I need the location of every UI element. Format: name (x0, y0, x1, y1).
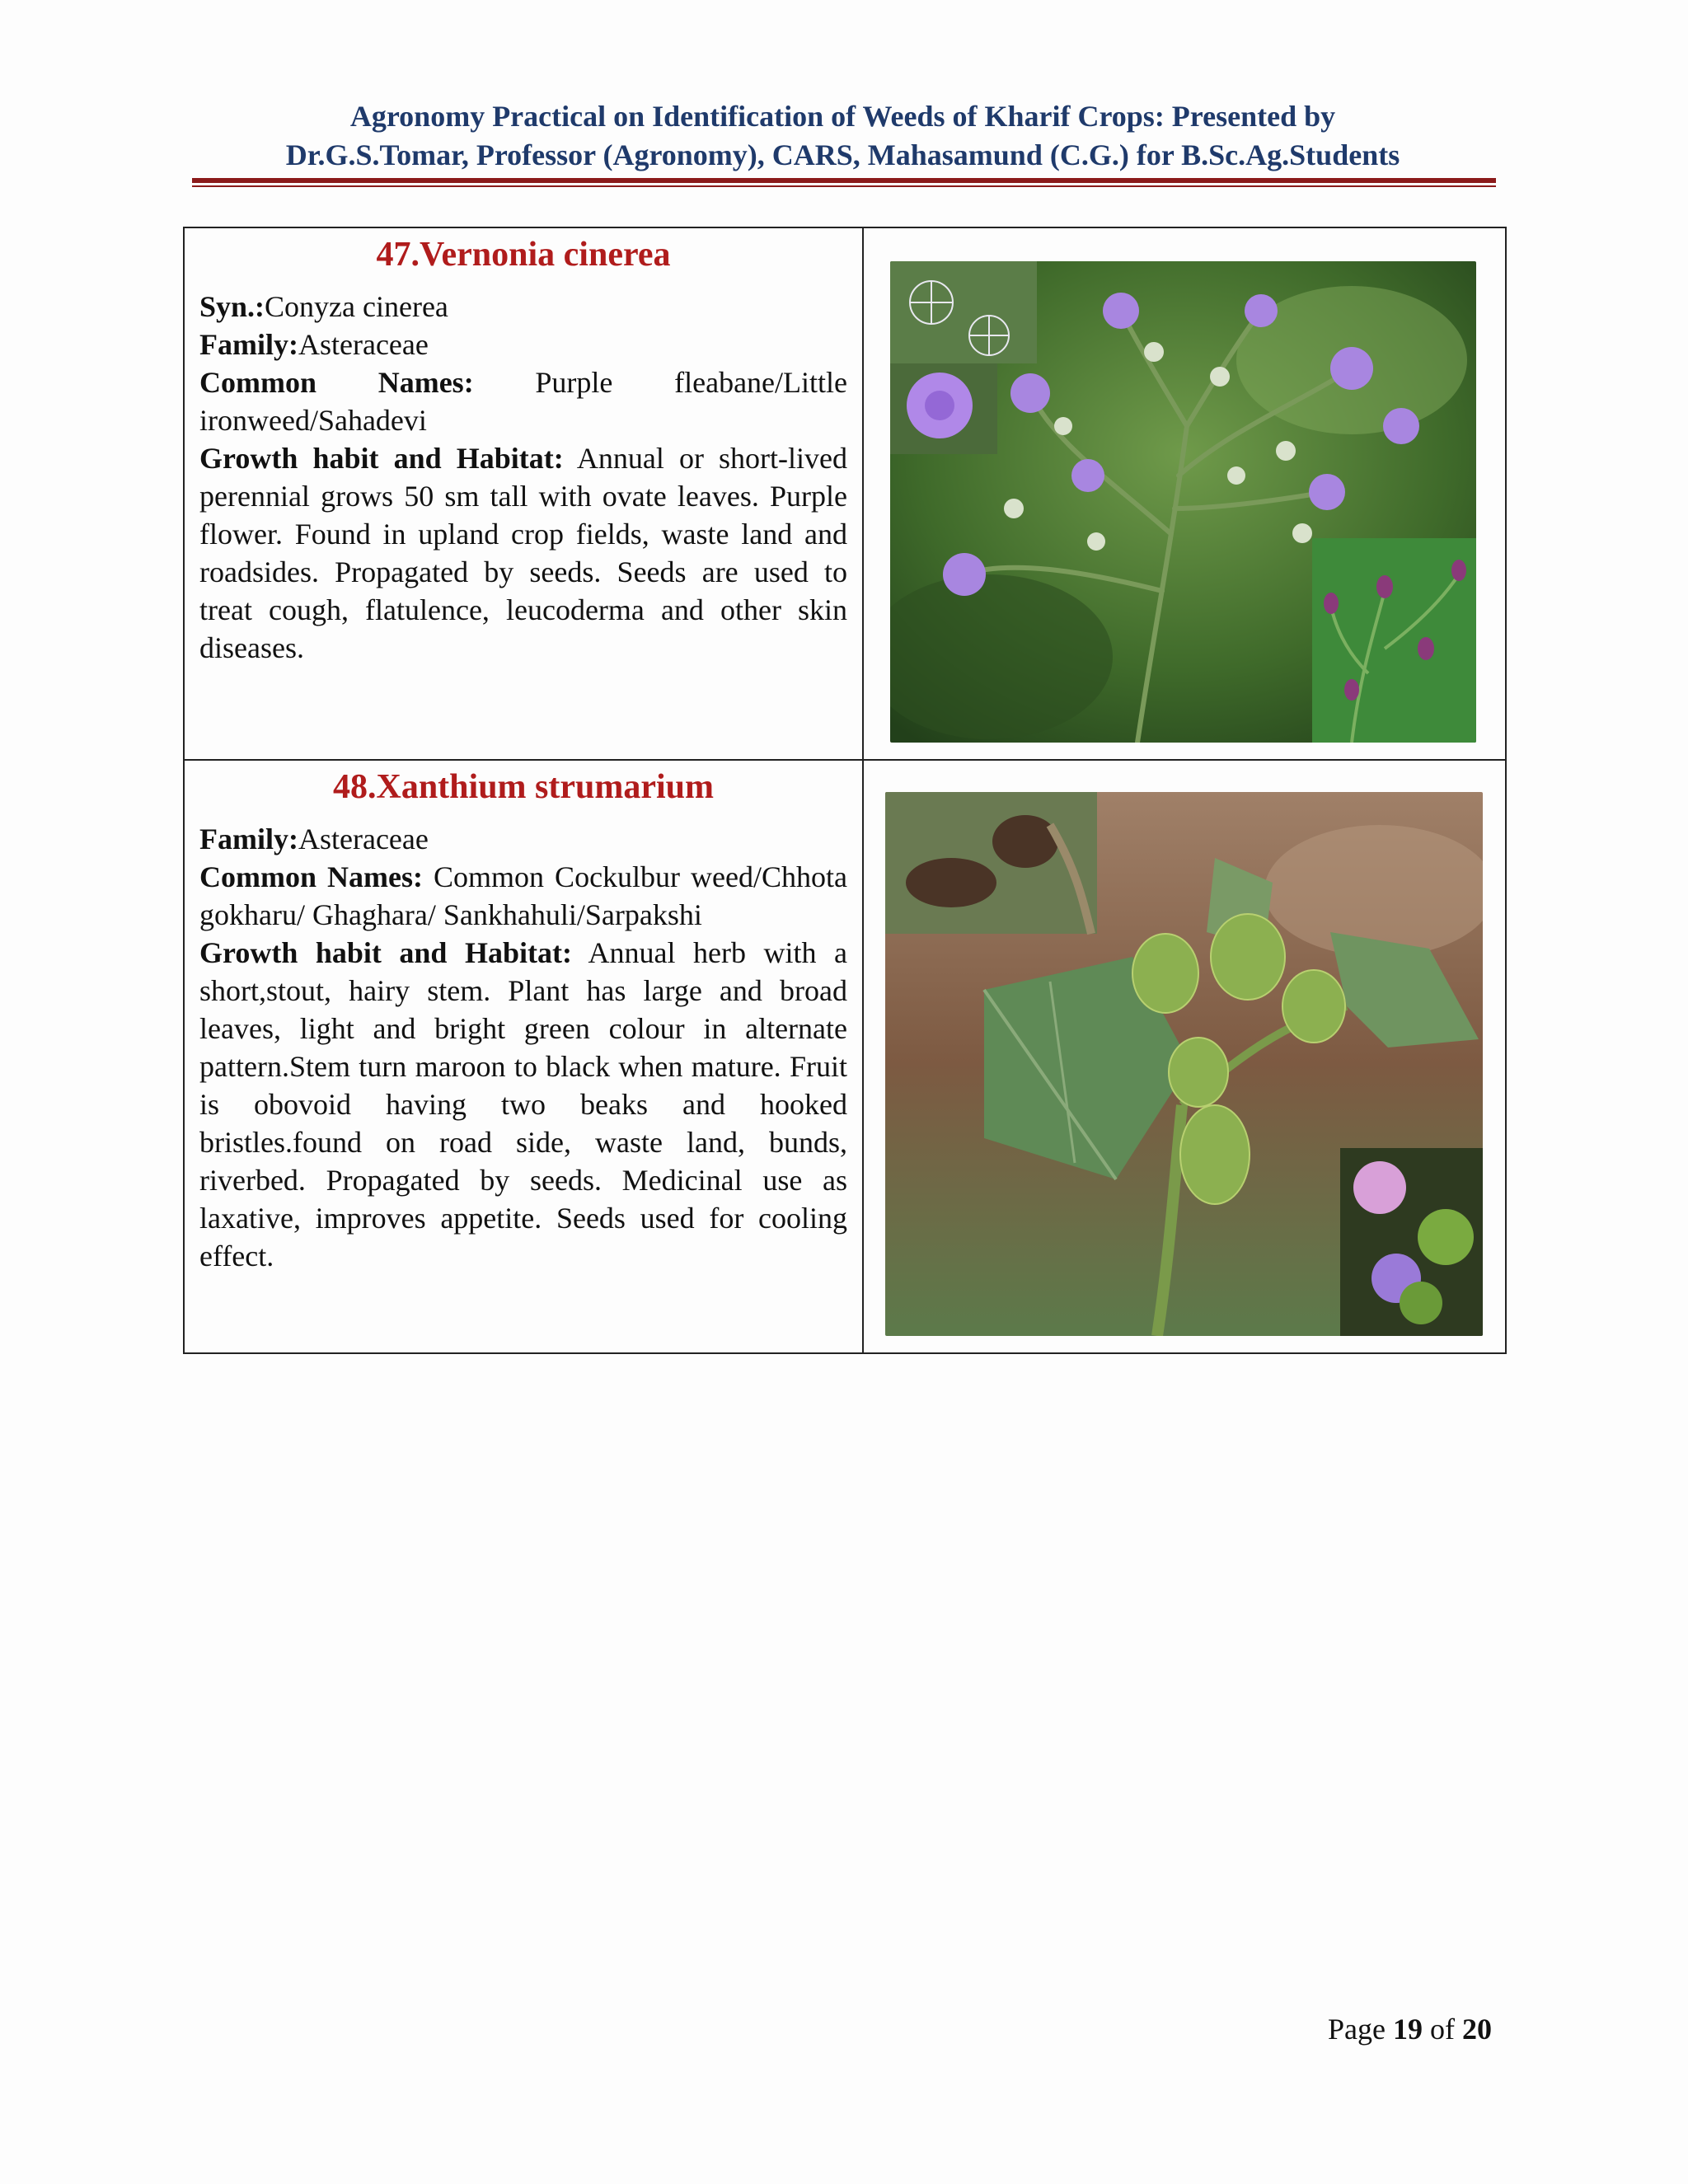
growth-habit-label: Growth habit and Habitat: (199, 442, 564, 475)
xanthium-photo (885, 792, 1483, 1336)
growth-habit-value: Annual herb with a short,stout, hairy stem. Plant has large and broad leaves, light and bright green colour in alternate pattern.Stem turn maroon to black when mature. Fruit is obovoid having two beaks and hooked bristles.found on road side, waste land, bunds, riverbed. Propagated by seeds. Medicinal use as laxative, improves appetite. Seeds used for cooling effect. (199, 936, 848, 1272)
synonym-label: Syn.: (199, 290, 265, 323)
growth-habit-value: Annual or short-lived perennial grows 50 sm tall with ovate leaves. Purple flower. Found in upland crop fields, waste land and roadsides. Propagated by seeds. Seeds are used to treat cough, flatulence, leucoderma and other skin diseases. (199, 442, 848, 664)
page-total: 20 (1462, 2013, 1492, 2046)
common-names-label: Common Names: (199, 366, 474, 399)
synonym-line (199, 288, 847, 326)
growth-habit-label: Growth habit and Habitat: (199, 936, 572, 969)
page-current: 19 (1393, 2013, 1423, 2046)
common-names-line (199, 363, 847, 439)
weed-description (185, 820, 862, 1275)
vernonia-photo (890, 261, 1476, 743)
document-header (190, 97, 1496, 175)
weed-image-cell (863, 227, 1506, 760)
family-line (199, 820, 847, 858)
header-line-1: Agronomy Practical on Identification of Weeds of Kharif Crops: Presented by (349, 100, 1336, 133)
growth-habit-line (199, 439, 847, 667)
of-word: of (1430, 2013, 1455, 2046)
weed-title: 47.Vernonia cinerea (376, 236, 671, 274)
header-rule-thin (192, 185, 1496, 187)
page-number (1236, 2011, 1492, 2047)
family-line (199, 326, 847, 363)
header-rule-thick (192, 178, 1496, 183)
weed-text-cell (184, 227, 863, 760)
header-line-2: Dr.G.S.Tomar, Professor (Agronomy), CARS, Mahasamund (C.G.) for B.Sc.Ag.Students (285, 138, 1400, 171)
weed-title: 48.Xanthium strumarium (332, 768, 715, 806)
weed-row-48 (184, 760, 1506, 1353)
weed-image-cell (863, 760, 1506, 1353)
weed-description (185, 288, 862, 667)
common-names-line (199, 858, 847, 934)
family-label: Family: (199, 823, 298, 855)
synonym-value: Conyza cinerea (265, 290, 448, 323)
growth-habit-line (199, 934, 847, 1275)
common-names-value: Common Cockulbur weed/Chhota gokharu/ Ghaghara/ Sankhahuli/Sarpakshi (199, 860, 847, 931)
common-names-label: Common Names: (199, 860, 423, 893)
page-word: Page (1328, 2013, 1386, 2046)
weed-text-cell (184, 760, 863, 1353)
common-names-value: Purple fleabane/Little ironweed/Sahadevi (199, 366, 847, 437)
weed-row-47 (184, 227, 1506, 760)
weeds-table (183, 227, 1507, 1354)
family-value: Asteraceae (298, 328, 429, 361)
family-label: Family: (199, 328, 298, 361)
family-value: Asteraceae (298, 823, 429, 855)
